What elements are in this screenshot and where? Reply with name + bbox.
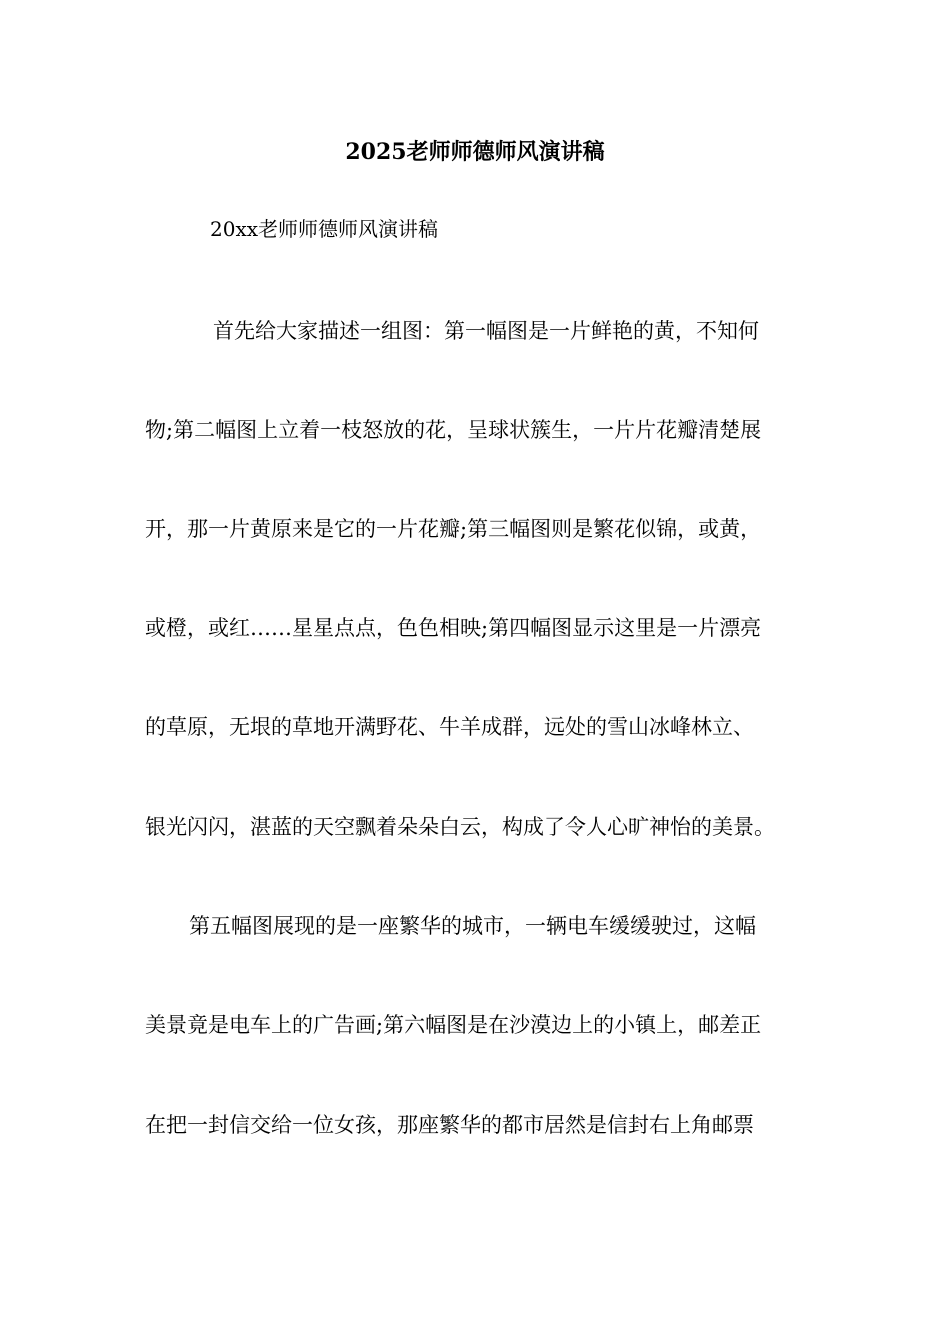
document-subtitle: 20xx老师师德师风演讲稿 (210, 217, 439, 241)
paragraph-1-line-1: 首先给大家描述一组图：第一幅图是一片鲜艳的黄，不知何 (213, 319, 759, 343)
paragraph-2-line-1: 第五幅图展现的是一座繁华的城市，一辆电车缓缓驶过，这幅 (189, 914, 756, 938)
paragraph-1-line-2: 物;第二幅图上立着一枝怒放的花，呈球状簇生，一片片花瓣清楚展 (145, 418, 762, 442)
paragraph-2-line-3: 在把一封信交给一位女孩，那座繁华的都市居然是信封右上角邮票 (145, 1113, 754, 1137)
paragraph-1-line-5: 的草原，无垠的草地开满野花、牛羊成群，远处的雪山冰峰林立、 (145, 715, 754, 739)
paragraph-1-line-6: 银光闪闪，湛蓝的天空飘着朵朵白云，构成了令人心旷神怡的美景。 (145, 815, 775, 839)
paragraph-2-line-2: 美景竟是电车上的广告画;第六幅图是在沙漠边上的小镇上，邮差正 (145, 1013, 762, 1037)
paragraph-1-line-4: 或橙，或红……星星点点，色色相映;第四幅图显示这里是一片漂亮 (145, 616, 762, 640)
document-title: 2025老师师德师风演讲稿 (345, 139, 605, 165)
paragraph-1-line-3: 开，那一片黄原来是它的一片花瓣;第三幅图则是繁花似锦，或黄， (145, 517, 762, 541)
